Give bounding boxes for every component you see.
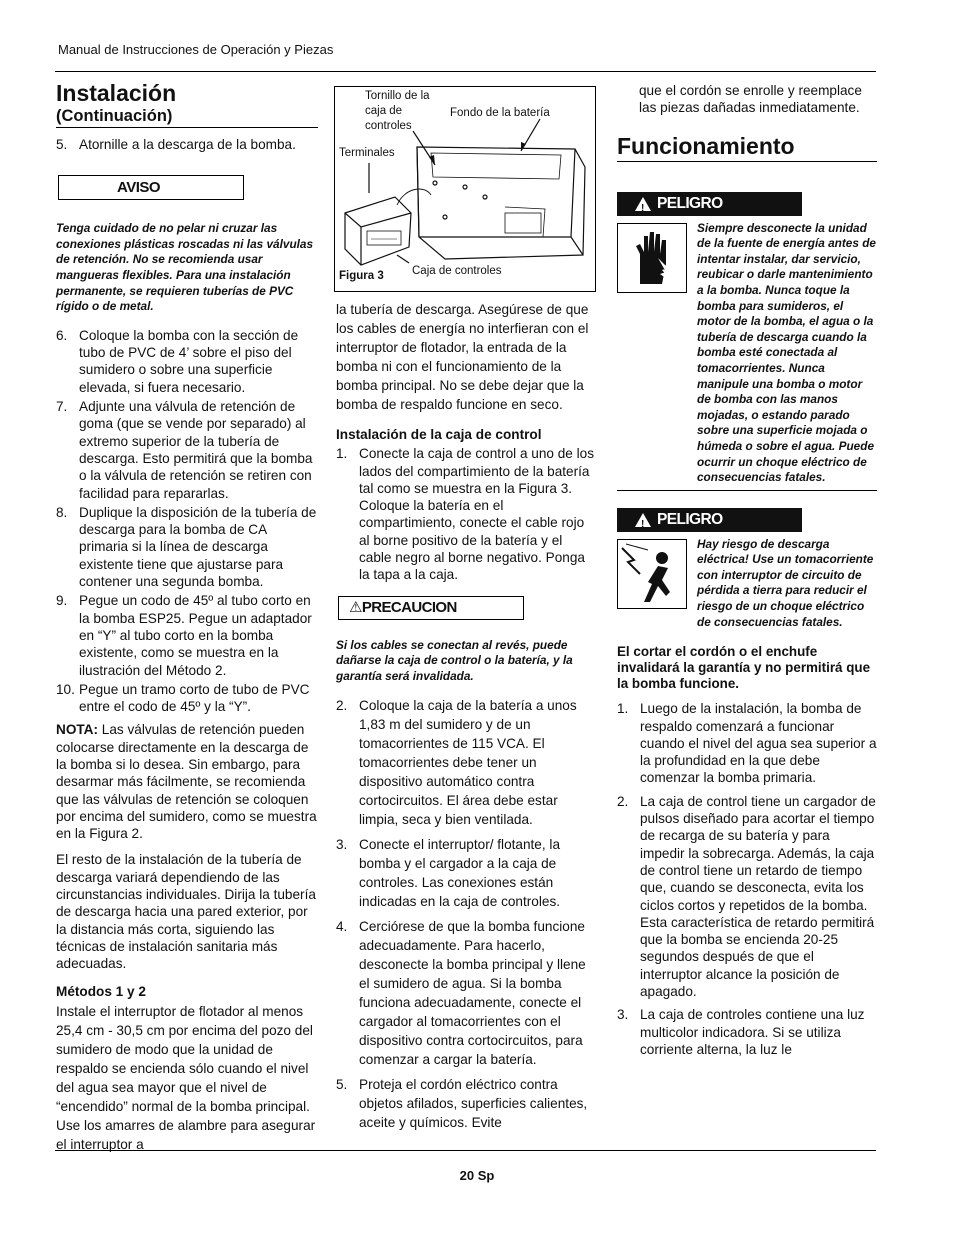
- warranty-note: El cortar el cordón o el enchufe invalidará la garantía y no permitirá que la bomba funcione.: [617, 644, 871, 692]
- aviso-label: AVISO: [117, 179, 161, 197]
- peligro-box-1: [617, 192, 802, 216]
- list-item: 4. Cerciórese de que la bomba funcione adecuadamente. Para hacerlo, desconecte la bomba principal y llene el sumidero de agua. Si la bomba funciona adecuadamente, conecte el cargador al tomacorrientes con el dispositivo contra cortocircuitos, para comenzar a cargar la batería.: [336, 919, 586, 1068]
- peligro-block-2: [617, 537, 877, 635]
- section-subtitle-continuation: (Continuación): [56, 106, 318, 128]
- column-control-box: [336, 300, 598, 1134]
- rest-paragraph: El resto de la instalación de la tubería de descarga variará dependiendo de las circunstancias individuales. Dirija la tubería de descarga hacia una pared exterior, por la distancia más corta, siguiendo las técnicas de instalación sanitaria más adecuadas.: [56, 852, 316, 972]
- section-title-installation: Instalación: [56, 80, 177, 106]
- peligro-label: PELIGRO: [657, 194, 723, 212]
- hand-shock-icon: [617, 223, 687, 293]
- operation-steps-list: [617, 700, 877, 1058]
- peligro-label: PELIGRO: [657, 511, 723, 529]
- top-rule: [55, 71, 876, 72]
- list-item: 9. Pegue un codo de 45º al tubo corto en la bomba ESP25. Pegue un adaptador en “Y” al tubo corto en la bomba existente, como se muestra en la ilustración del Método 2.: [56, 593, 312, 678]
- peligro-block-1: [617, 221, 877, 491]
- nota-paragraph: [56, 721, 318, 842]
- list-item: 2. Coloque la caja de la batería a unos 1,83 m del sumidero y de un tomacorrientes de 115 VCA. El tomacorrientes debe tener un dispositivo automático contra cortocircuitos. El área debe estar limpia, seca y bien ventilada.: [336, 698, 577, 828]
- list-item: 2. La caja de control tiene un cargador de pulsos diseñado para acortar el tiempo de recarga de su batería y para impedir la sobrecarga. Además, la caja de control tiene un retardo de tiempo que, cuando se desconecta, evita los ciclos cortos y repetidos de la bomba. Esta característica de retardo permitirá que la bomba se encienda 20-25 segundos después de que el interruptor alcance la posición de apagado.: [617, 793, 876, 999]
- warning-triangle-icon: !: [635, 197, 651, 211]
- methods-paragraph: Instale el interruptor de flotador al menos 25,4 cm - 30,5 cm por encima del pozo del sumidero de modo que la unidad de respaldo se encienda sólo cuando el nivel del agua sea mayor que el nivel de “encendido” normal de la bomba principal. Use los amarres de alambre para asegurar el interruptor a: [56, 1003, 316, 1152]
- aviso-text: Tenga cuidado de no pelar ni cruzar las conexiones plásticas roscadas ni las válvulas de retención. No se recomienda usar mangueras flexibles. Para una instalación permanente, se requieren tuberías de PVC rígido o de metal.: [56, 221, 314, 314]
- install-step-5: [56, 136, 318, 153]
- list-item: 1. Conecte la caja de control a uno de los lados del compartimiento de la batería tal como se muestra en la Figura 3. Coloque la batería en el compartimiento, conecte el cable rojo al borne positivo de la batería y el cable negro al borne negativo. Ponga la tapa a la caja.: [336, 446, 595, 583]
- warning-triangle-icon: !: [635, 513, 651, 527]
- list-item: 3. Conecte el interruptor/ flotante, la bomba y el cargador a la caja de controles. Las conexiones están indicadas en la caja de controles.: [336, 837, 561, 910]
- precaucion-box: [338, 596, 524, 620]
- aviso-box: [58, 175, 244, 200]
- person-shock-icon: [617, 539, 687, 609]
- control-step-1: [336, 445, 598, 583]
- figure-label-control-box: Caja de controles: [412, 265, 502, 277]
- list-item: 7. Adjunte una válvula de retención de goma (que se vende por separado) al extremo superior de la tubería de descarga. Esto permitirá que la bomba o la válvula de retención se retiren con facilidad para repararlas.: [56, 399, 313, 501]
- list-item: 6. Coloque la bomba con la sección de tubo de PVC de 4’ sobre el piso del sumidero o sobre una superficie elevada, si fuera necesario.: [56, 327, 299, 395]
- column-operation: [617, 82, 877, 1060]
- list-item: 10. Pegue un tramo corto de tubo de PVC entre el codo de 45º y la “Y”.: [56, 681, 310, 715]
- figure-label-screw: Tornillo de la caja de controles: [365, 90, 430, 132]
- figure-label-battery-bottom: Fondo de la batería: [450, 107, 550, 119]
- continued-paragraph: la tubería de descarga. Asegúrese de que los cables de energía no interfieran con el interruptor de flotador, la entrada de la bomba ni con el funcionamiento de la bomba principal. No se debe dejar que la bomba de respaldo funcione en seco.: [336, 302, 589, 412]
- warning-triangle-icon: ⚠: [349, 599, 362, 617]
- list-item: 1. Luego de la instalación, la bomba de respaldo comenzará a funcionar cuando el nivel del agua sea superior a la profundidad en la que debe comenzar la bomba primaria.: [617, 701, 877, 786]
- nota-text: Las válvulas de retención pueden colocarse directamente en la descarga de la bomba si lo desea. Sin embargo, para desarmar más fácilmente, se recomienda que las válvulas de retención se coloquen por encima del sumidero, como se muestra en la Figura 2.: [56, 722, 317, 842]
- figure-3-title: Figura 3: [339, 270, 384, 282]
- list-item: 3. La caja de controles contiene una luz multicolor indicadora. Si se utiliza corriente alterna, la luz le: [617, 1007, 865, 1057]
- list-item: 5. Proteja el cordón eléctrico contra objetos afilados, superficies calientes, aceite y químicos. Evite: [336, 1077, 588, 1131]
- bottom-rule: [55, 1150, 876, 1151]
- nota-label: NOTA:: [56, 722, 99, 738]
- section-title-operation: Funcionamiento: [617, 133, 877, 162]
- methods-heading: Métodos 1 y 2: [56, 983, 146, 999]
- list-item: 5. Atornille a la descarga de la bomba.: [56, 137, 296, 152]
- control-heading: Instalación de la caja de control: [336, 427, 542, 442]
- manual-header: Manual de Instrucciones de Operación y Piezas: [58, 42, 334, 57]
- column-installation: [56, 80, 318, 1163]
- peligro-text-1: Siempre desconecte la unidad de la fuente de energía antes de intentar instalar, dar servicio, reubicar o darle mantenimiento a la bomba. Nunca toque la bomba para sumideros, el motor de la bomba, el agua o la tubería de descarga cuando la bomba esté conectada al tomacorrientes. Nunca manipule una bomba o motor de bomba con las manos mojadas, o estando parado sobre una superficie mojada o húmeda o sobre el agua. Puede ocurrir un choque eléctrico de consecuencias fatales.: [697, 220, 876, 485]
- peligro-text-2: Hay riesgo de descarga eléctrica! Use un tomacorriente con interruptor de circuito de pérdida a tierra para reducir el riesgo de un choque eléctrico de consecuencias fatales.: [697, 536, 874, 629]
- peligro-box-2: [617, 508, 802, 532]
- continued-paragraph: que el cordón se enrolle y reemplace las piezas dañadas inmediatamente.: [639, 83, 862, 116]
- precaucion-text: Si los cables se conectan al revés, puede dañarse la caja de control o la batería, y la garantía será invalidada.: [336, 637, 573, 683]
- figure-label-terminals: Terminales: [339, 147, 395, 159]
- list-item: 8. Duplique la disposición de la tubería de descarga para la bomba de CA primaria si la línea de descarga existente tiene que ajustarse para contener una segunda bomba.: [56, 504, 317, 590]
- figure-3: [334, 86, 596, 292]
- battery-box-illustration: [335, 87, 595, 291]
- page-number: 20 Sp: [459, 1168, 495, 1183]
- precaucion-label: ⚠PRECAUCION: [349, 599, 457, 617]
- install-steps-list: [56, 327, 318, 716]
- control-steps-list: [336, 696, 598, 1132]
